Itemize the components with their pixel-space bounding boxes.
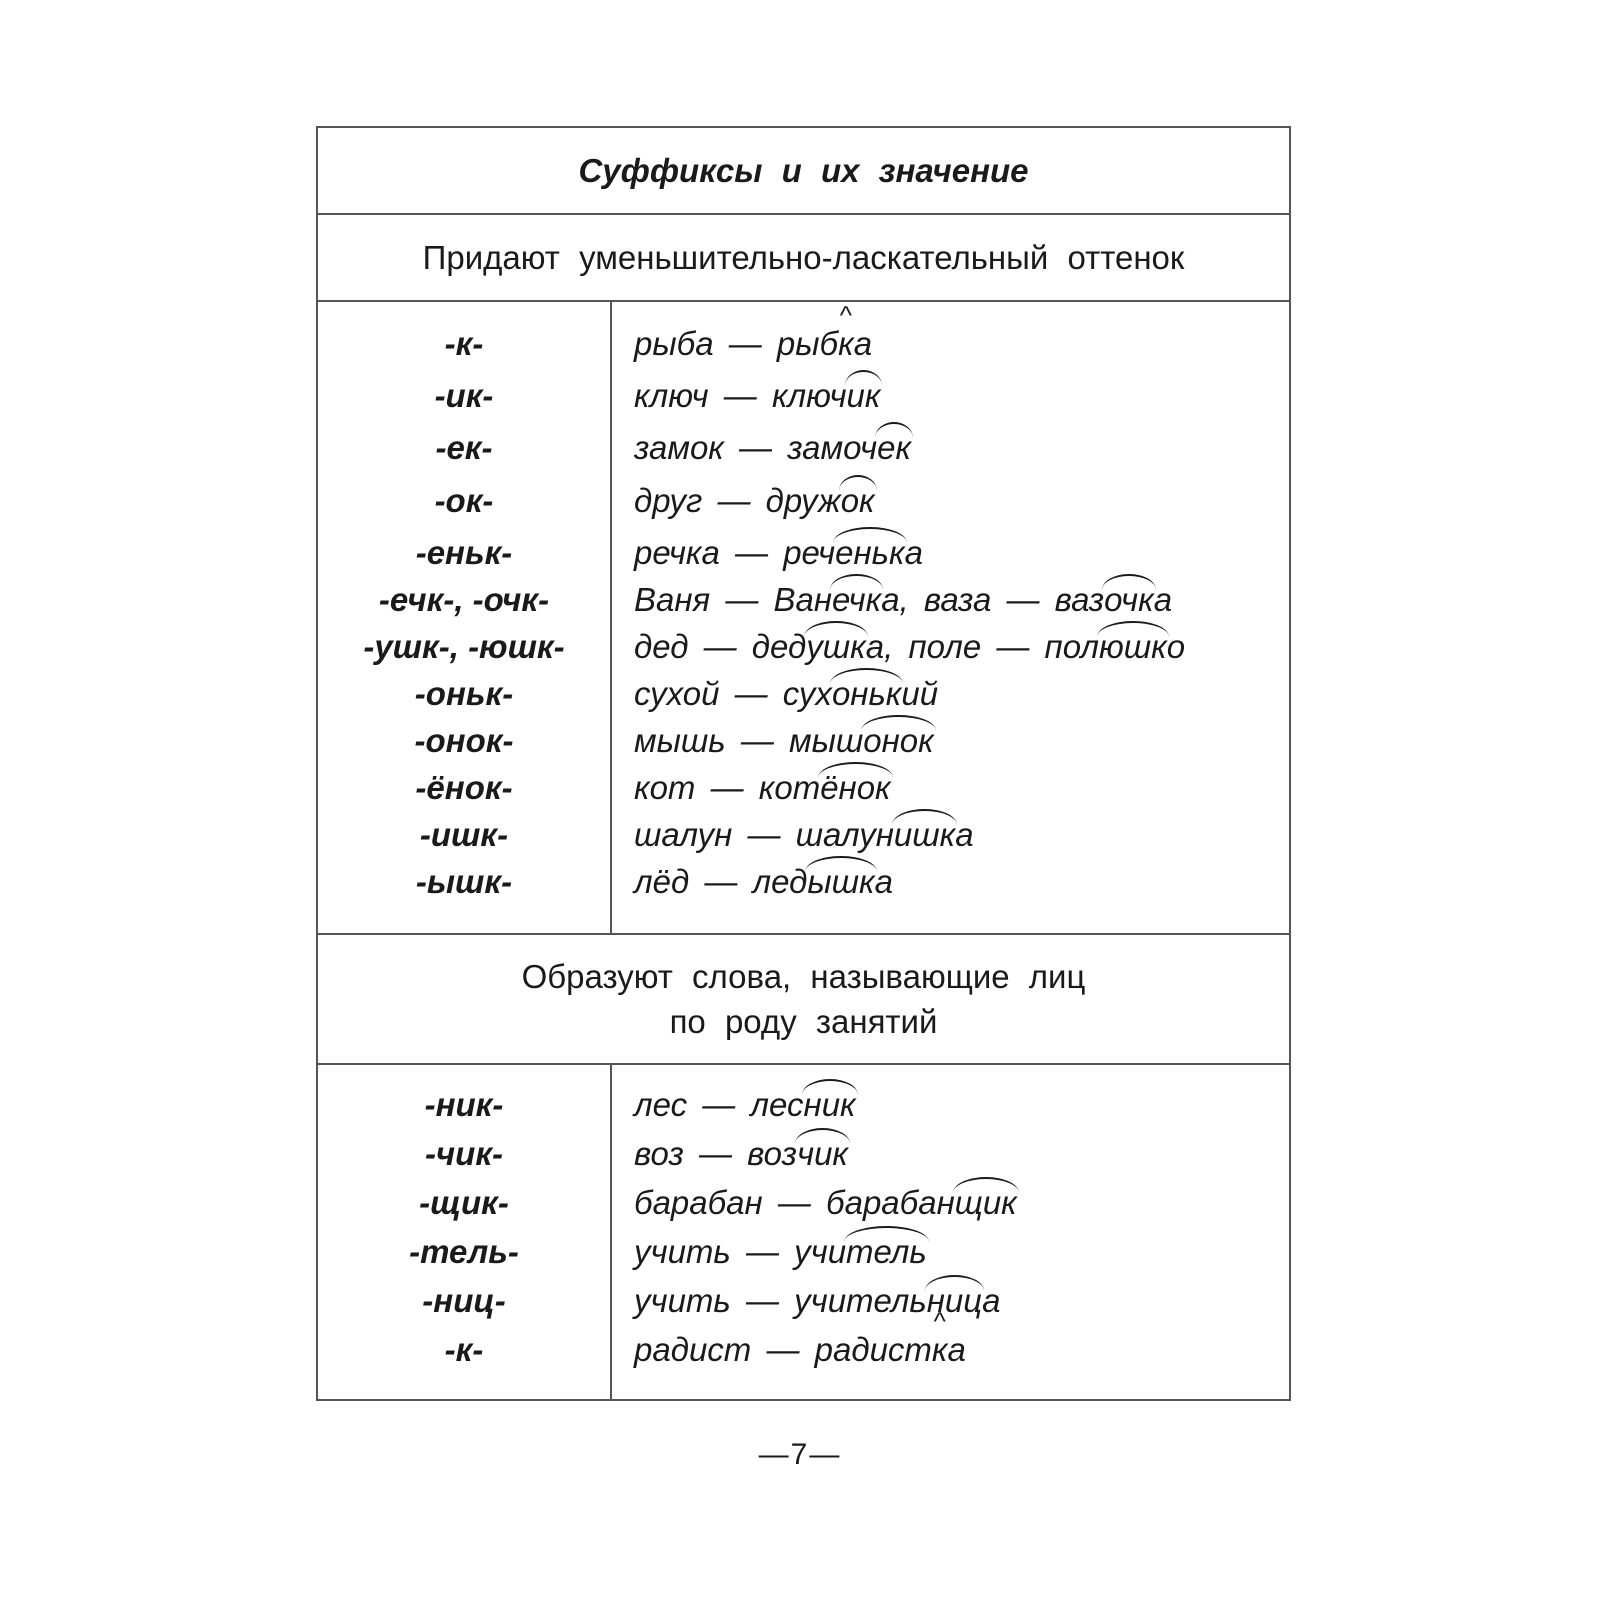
example-ending: а [982,1282,1001,1319]
suffix-label: -ник- [424,1086,504,1123]
example-base: воз — воз [634,1135,797,1172]
example-base: ключ — ключ [634,377,847,414]
section1-suffix-column [318,302,612,933]
suffix-mark: ик [846,377,881,414]
suffix-label: -чик- [424,1135,504,1172]
example-row [634,1183,1017,1223]
example-row [634,1330,966,1370]
suffix-label: -онок- [414,722,514,759]
suffix-mark: ^ к [838,324,854,364]
example-ending: а [947,1331,966,1368]
example-row [634,1134,848,1174]
example-base: радист — радист [634,1331,932,1368]
suffix-label: -ёнок- [415,769,513,806]
example-ending: а [853,325,873,362]
example-ending: а, поле — пол [865,628,1099,665]
suffix-mark: оньк [831,675,902,712]
suffix-mark: ^ к [932,1330,948,1370]
suffix-label: -еньк- [415,534,513,571]
example-base: Ваня — Ван [634,581,833,618]
example-ending: а [874,863,893,900]
suffix-label: -ушк-, -юшк- [363,628,565,665]
page-number: —7— [758,1438,842,1471]
example-base: лёд — лед [634,863,808,900]
example-ending: а, ваза — ваз [881,581,1105,618]
suffix-label: -оньк- [414,675,514,712]
suffix-mark: ок [840,482,875,519]
example-row [634,428,911,468]
example-ending: а [955,816,974,853]
example-base: мышь — мыш [634,722,864,759]
suffix-mark: ек [877,429,912,466]
section2-example-column [612,1065,1289,1399]
section1-example-column [612,302,1289,933]
suffix-label: -тель- [409,1233,519,1270]
suffix-mark: ушк [806,628,866,665]
suffix-mark: очк [1104,581,1154,618]
section2-suffix-column [318,1065,612,1399]
example-row [634,481,875,521]
example-base: дед — дед [634,628,807,665]
suffix-mark: онок [863,722,934,759]
example-base: барабан — барабан [634,1184,955,1221]
section2-heading [318,935,1289,1065]
example-base: кот — кот [634,769,821,806]
example-row [634,376,880,416]
suffix-table [316,126,1291,1401]
example-base: лес — лес [634,1086,804,1123]
example-base: шалун — шалун [634,816,894,853]
section2-heading-line2: по роду занятий [669,1003,938,1040]
suffix-mark: ышк [807,863,875,900]
suffix-mark: щик [954,1184,1017,1221]
suffix-label: -ек- [435,429,493,466]
suffix-label: -ечк-, -очк- [378,581,550,618]
example-row [634,1085,856,1125]
example-base: замок — замоч [634,429,878,466]
section2-heading-line1: Образуют слова, называющие лиц [521,958,1086,995]
suffix-label: -к- [444,1331,484,1368]
suffix-mark: ечк [832,581,882,618]
suffix-mark: чик [796,1135,848,1172]
example-ending: а [1153,581,1173,618]
section2-body [318,1065,1289,1399]
suffix-mark: тель [846,1233,927,1270]
example-base: рыба — рыб [634,325,839,362]
suffix-mark: юшк [1098,628,1167,665]
section1-body [318,302,1289,935]
suffix-mark: еньк [835,534,905,571]
example-ending: ий [901,675,939,712]
example-ending: а [904,534,923,571]
suffix-label: -ниц- [422,1282,506,1319]
example-row [634,580,1172,620]
suffix-label: -ик- [434,377,494,414]
example-row [634,324,872,364]
example-row [634,721,934,761]
suffix-mark: ёнок [820,769,891,806]
suffix-mark: ник [803,1086,856,1123]
example-base: сухой — сух [634,675,832,712]
example-row [634,862,893,902]
example-row [634,674,938,714]
example-row [634,533,923,573]
suffix-mark: ишк [893,816,956,853]
example-base: учить — учитель [634,1282,927,1319]
section1-heading: Придают уменьшительно-ласкательный оттенок [318,215,1289,302]
example-row [634,627,1185,667]
suffix-label: -к- [444,325,484,362]
example-base: друг — друж [634,482,841,519]
suffix-label: -ышк- [415,863,513,900]
suffix-label: -щик- [419,1184,509,1221]
example-row [634,768,891,808]
table-title: Суффиксы и их значение [318,128,1289,215]
suffix-mark: ниц [926,1282,983,1319]
suffix-label: -ишк- [419,816,509,853]
example-base: речка — реч [634,534,836,571]
example-row [634,815,974,855]
example-ending: о [1166,628,1186,665]
suffix-label: -ок- [434,482,494,519]
example-row [634,1232,927,1272]
example-base: учить — учи [634,1233,847,1270]
